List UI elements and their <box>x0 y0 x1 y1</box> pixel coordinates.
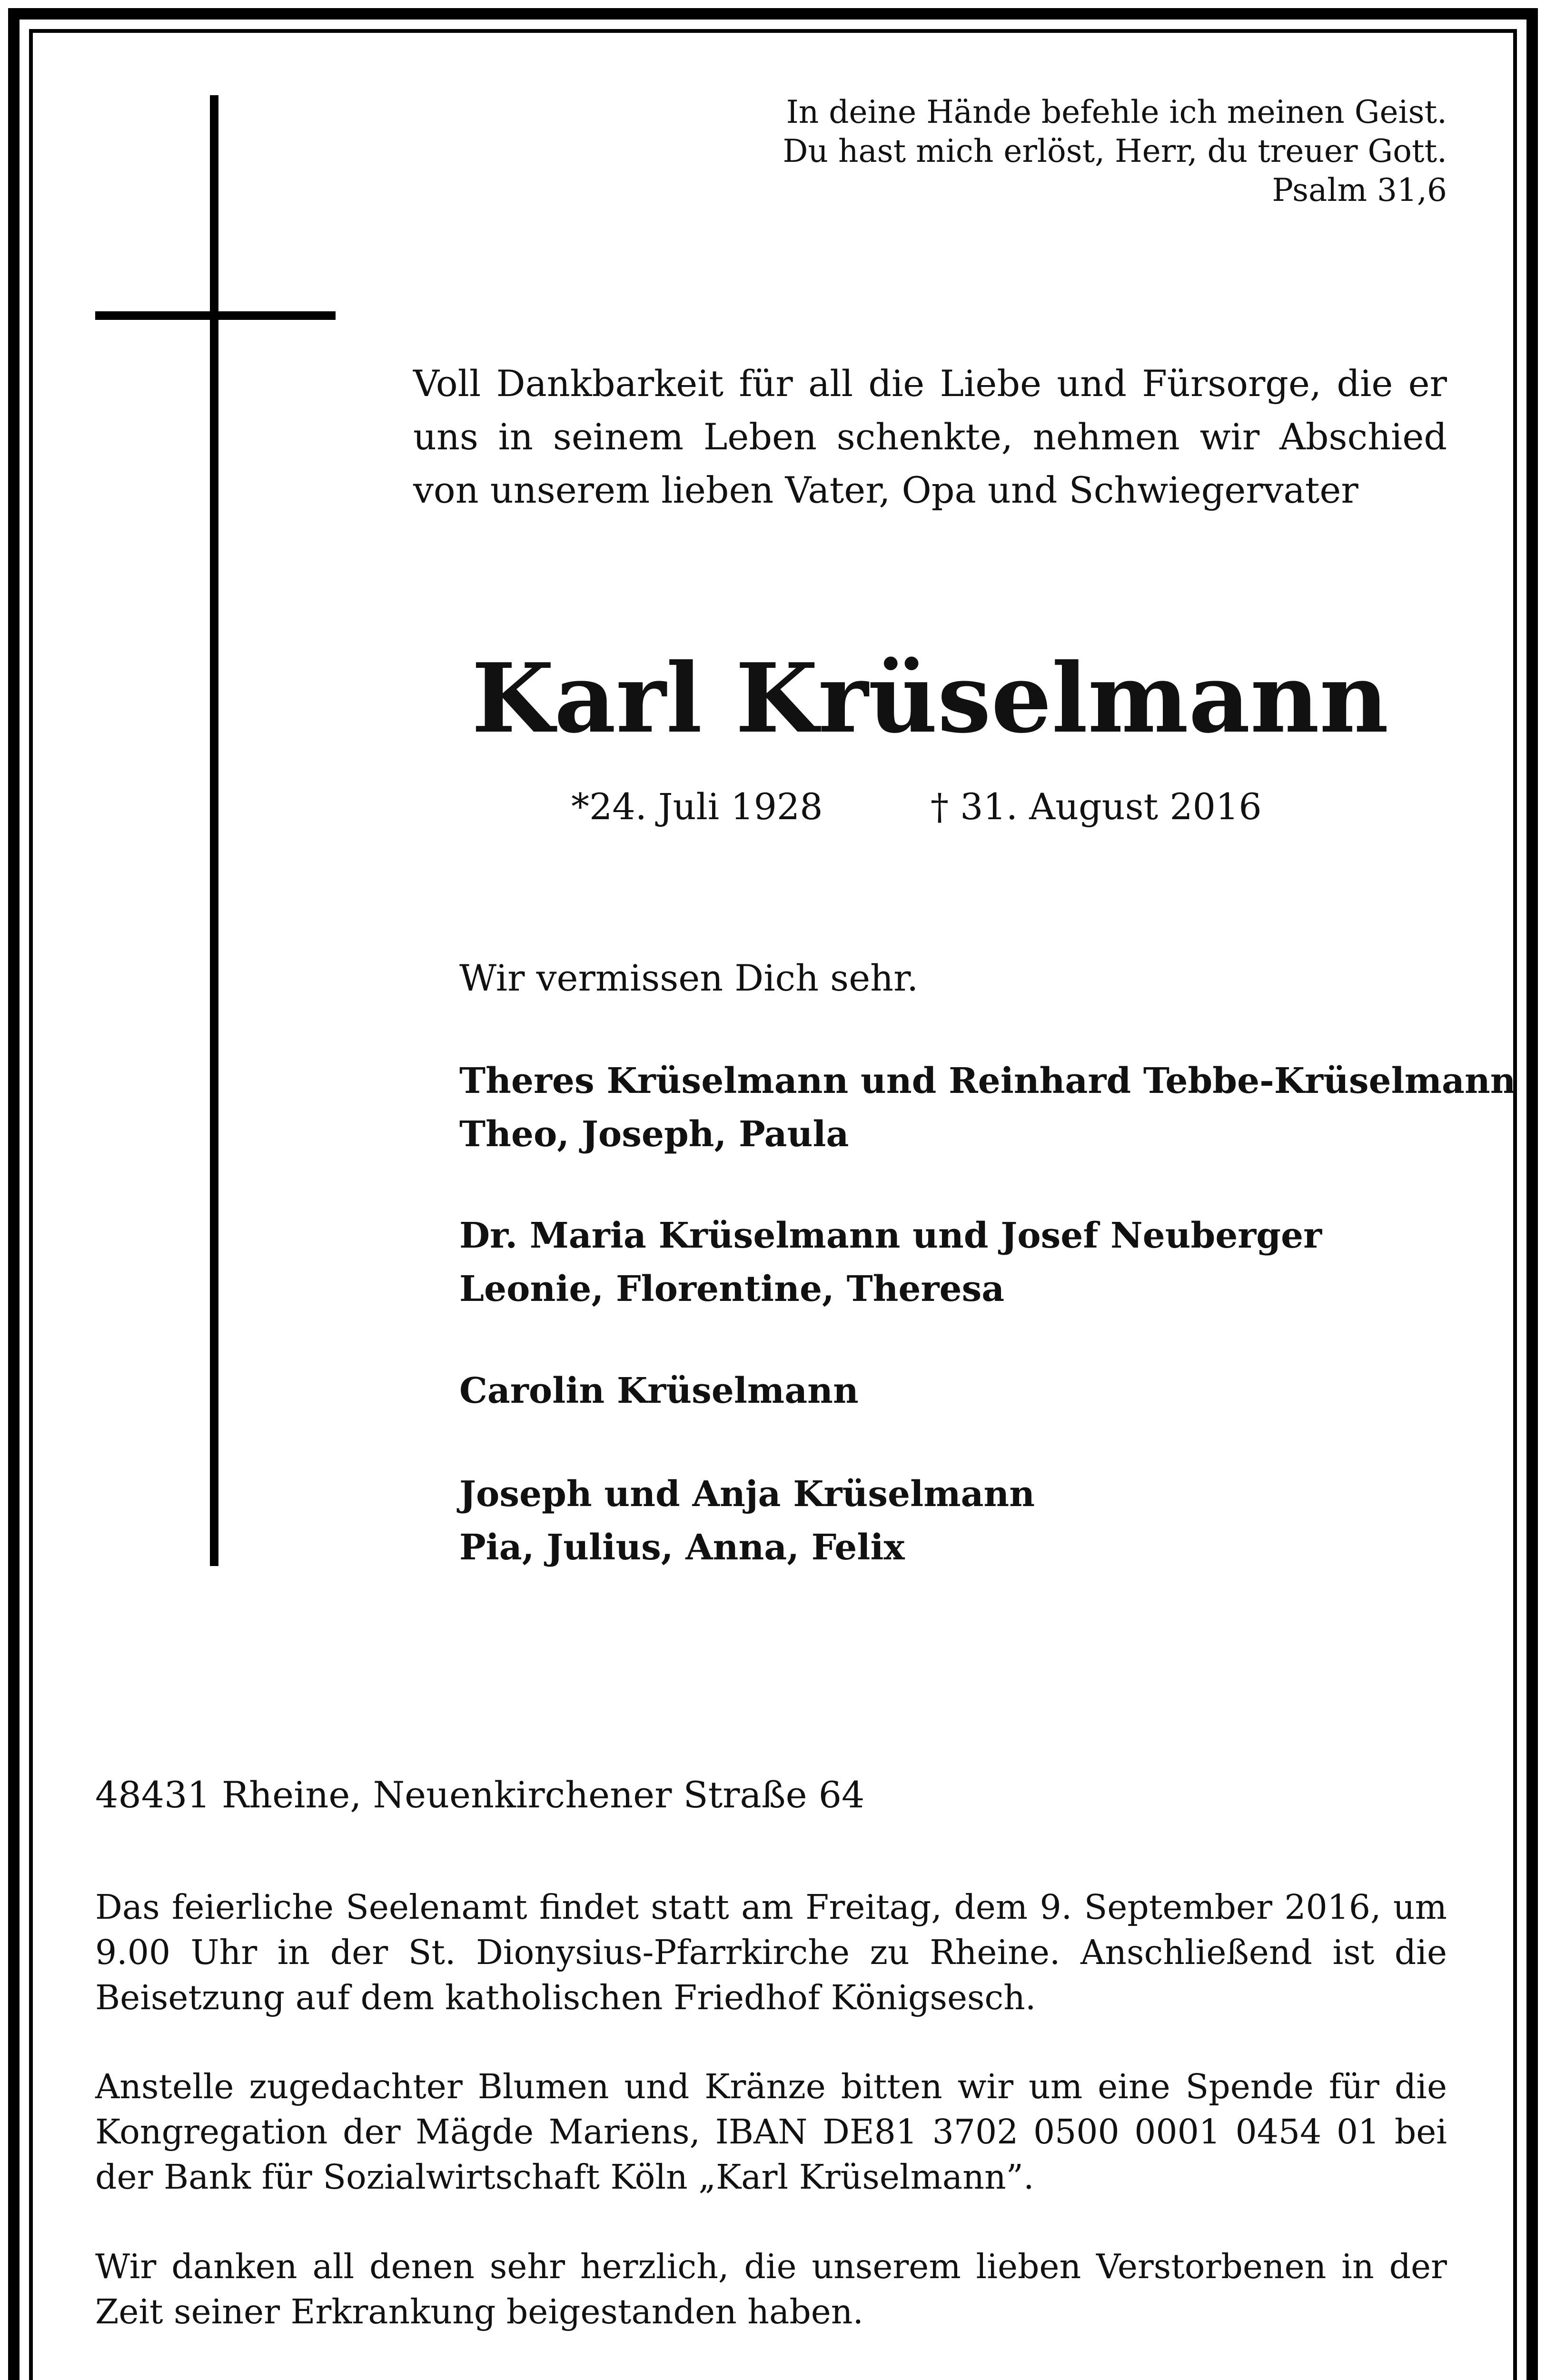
family-group-4 <box>459 1468 1035 1574</box>
donation-paragraph: Anstelle zugedachter Blumen und Kränze bitten wir um eine Spende für die Kongregation der Mägde Mariens, IBAN DE81 3702 0500 0001 0454 01 bei der Bank für Sozialwirtschaft Köln „Karl Krüselmann”. <box>95 2067 1447 2197</box>
miss-text: Wir vermissen Dich sehr. <box>459 957 919 999</box>
cross-horizontal-bar <box>95 311 336 320</box>
family-children: Theo, Joseph, Paula <box>459 1114 849 1155</box>
family-children: Pia, Julius, Anna, Felix <box>459 1527 905 1568</box>
family-group-1 <box>459 1054 1516 1161</box>
psalm-reference: Psalm 31,6 <box>1272 172 1447 208</box>
death-date: † 31. August 2016 <box>931 785 1262 828</box>
birth-date: *24. Juli 1928 <box>571 785 823 828</box>
thanks-paragraph: Wir danken all denen sehr herzlich, die unserem lieben Verstorbenen in der Zeit seiner Erkrankung beigestanden haben. <box>95 2247 1447 2331</box>
family-names: Carolin Krüselmann <box>459 1370 859 1411</box>
psalm-line-2: Du hast mich erlöst, Herr, du treuer Gott. <box>783 133 1447 169</box>
psalm-quote <box>783 93 1447 210</box>
family-group-2 <box>459 1209 1322 1316</box>
address: 48431 Rheine, Neuenkirchener Straße 64 <box>95 1774 865 1816</box>
intro-text: Voll Dankbarkeit für all die Liebe und Fürsorge, die er uns in seinem Leben schenkte, nehmen wir Abschied von unserem lieben Vater, Opa und Schwiegervater <box>413 362 1447 511</box>
family-group-3 <box>459 1364 859 1418</box>
psalm-line-1: In deine Hände befehle ich meinen Geist. <box>786 94 1447 130</box>
service-paragraph: Das feierliche Seelenamt findet statt am Freitag, dem 9. September 2016, um 9.00 Uhr in der St. Dionysius-Pfarrkirche zu Rheine. Anschließend ist die Beisetzung auf dem katholischen Friedhof Königsesch. <box>95 1887 1447 2017</box>
family-names: Dr. Maria Krüselmann und Josef Neuberger <box>459 1215 1322 1256</box>
family-children: Leonie, Florentine, Theresa <box>459 1269 1005 1309</box>
deceased-name: Karl Krüselmann <box>471 643 1389 754</box>
family-names: Joseph und Anja Krüselmann <box>459 1474 1035 1515</box>
family-names: Theres Krüselmann und Reinhard Tebbe-Krüselmann <box>459 1061 1516 1101</box>
